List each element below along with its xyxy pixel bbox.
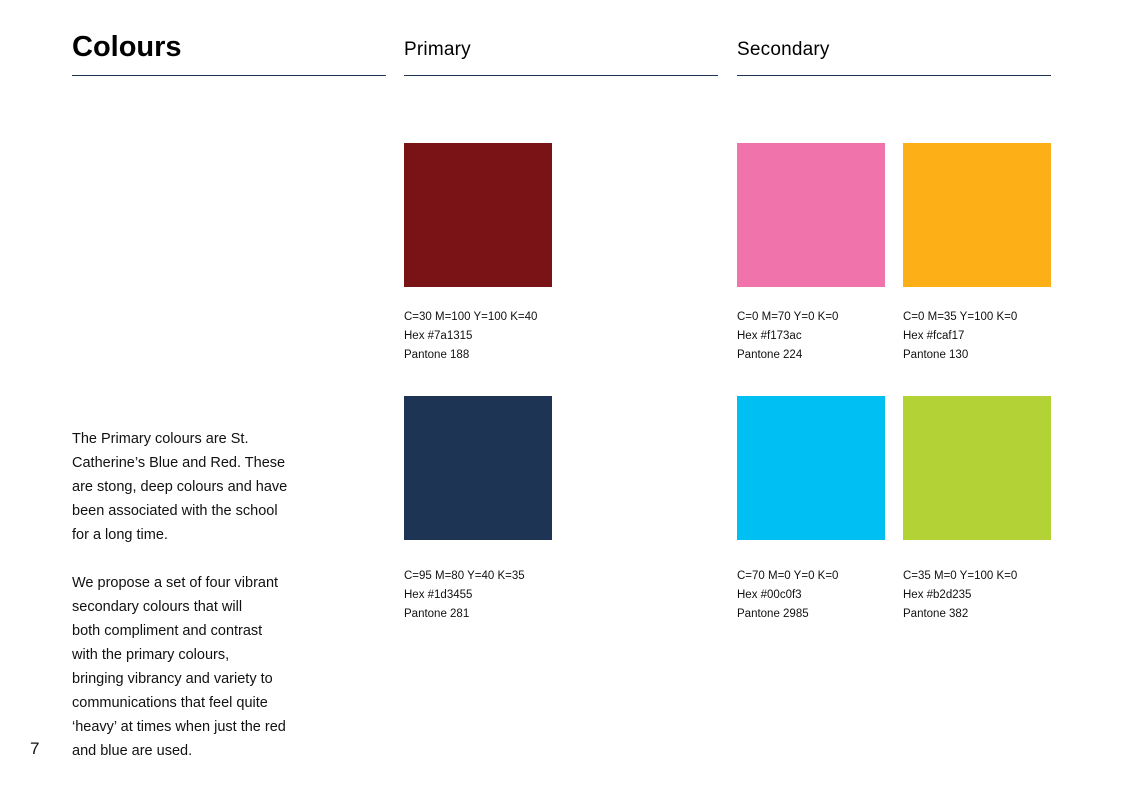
- pantone-value: Pantone 130: [903, 349, 969, 361]
- cmyk-value: C=30 M=100 Y=100 K=40: [404, 311, 538, 323]
- spec-primary-blue: [404, 567, 574, 624]
- page-number: 7: [30, 739, 40, 758]
- pantone-value: Pantone 281: [404, 608, 470, 620]
- cmyk-value: C=70 M=0 Y=0 K=0: [737, 570, 839, 582]
- pantone-value: Pantone 382: [903, 608, 969, 620]
- text-line: We propose a set of four vibrant: [72, 575, 279, 591]
- spec-secondary-lime: [903, 567, 1073, 624]
- cmyk-value: C=35 M=0 Y=100 K=0: [903, 570, 1018, 582]
- spec-primary-red: [404, 308, 574, 365]
- hex-value: Hex #7a1315: [404, 330, 473, 342]
- hex-value: Hex #1d3455: [404, 589, 473, 601]
- text-line: The Primary colours are St.: [72, 431, 249, 447]
- text-line: Catherine’s Blue and Red. These: [72, 455, 286, 471]
- spec-secondary-pink: [737, 308, 907, 365]
- hex-value: Hex #fcaf17: [903, 330, 965, 342]
- pantone-value: Pantone 2985: [737, 608, 809, 620]
- swatch-secondary-orange: [903, 143, 1051, 287]
- cmyk-value: C=0 M=70 Y=0 K=0: [737, 311, 839, 323]
- page-title: Colours: [72, 31, 182, 63]
- swatch-primary-red: [404, 143, 552, 287]
- swatch-secondary-cyan: [737, 396, 885, 540]
- spec-secondary-orange: [903, 308, 1073, 365]
- text-line: are stong, deep colours and have: [72, 479, 288, 495]
- text-line: ‘heavy’ at times when just the red: [72, 719, 286, 735]
- header-colours: [72, 28, 386, 76]
- hex-value: Hex #00c0f3: [737, 589, 802, 601]
- text-line: with the primary colours,: [72, 647, 230, 663]
- secondary-heading: Secondary: [737, 39, 830, 60]
- text-line: communications that feel quite: [72, 695, 268, 711]
- primary-heading: Primary: [404, 39, 471, 60]
- hex-value: Hex #f173ac: [737, 330, 802, 342]
- pantone-value: Pantone 224: [737, 349, 803, 361]
- cmyk-value: C=95 M=80 Y=40 K=35: [404, 570, 525, 582]
- intro-paragraph: [72, 427, 312, 547]
- swatch-secondary-pink: [737, 143, 885, 287]
- text-line: been associated with the school: [72, 503, 278, 519]
- text-line: secondary colours that will: [72, 599, 243, 615]
- spec-secondary-cyan: [737, 567, 907, 624]
- text-line: bringing vibrancy and variety to: [72, 671, 273, 687]
- hex-value: Hex #b2d235: [903, 589, 972, 601]
- header-primary: [404, 28, 718, 76]
- header-secondary: [737, 28, 1051, 76]
- cmyk-value: C=0 M=35 Y=100 K=0: [903, 311, 1018, 323]
- text-line: both compliment and contrast: [72, 623, 263, 639]
- text-line: and blue are used.: [72, 743, 193, 759]
- text-line: for a long time.: [72, 527, 168, 543]
- pantone-value: Pantone 188: [404, 349, 470, 361]
- swatch-secondary-lime: [903, 396, 1051, 540]
- swatch-primary-blue: [404, 396, 552, 540]
- proposal-paragraph: [72, 571, 312, 763]
